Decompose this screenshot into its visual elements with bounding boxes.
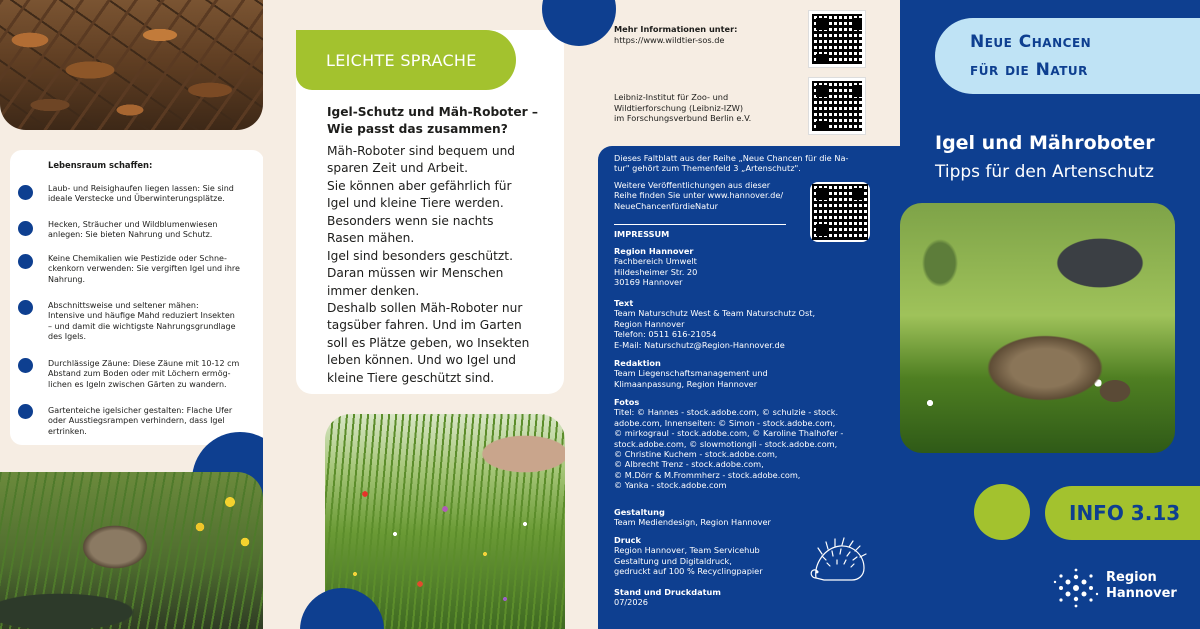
bullet-icon [18, 358, 33, 373]
habitat-list-item: Keine Chemikalien wie Pestizide oder Schne- ckenkorn verwenden: Sie vergiften Igel und ihre Nahrung. [48, 254, 240, 284]
series-title-box [935, 18, 1200, 94]
habitat-list-item: Gartenteiche igelsicher gestalten: Flache Ufer oder Ausstiegsrampen verhindern, dass Igel ertrinken. [48, 406, 233, 436]
cover-title: Igel und Mähroboter [935, 132, 1155, 154]
easy-language-heading: Igel-Schutz und Mäh-Roboter – Wie passt das zusammen? [327, 105, 538, 136]
qr-code-icon[interactable] [809, 78, 865, 134]
more-info: Mehr Informationen unter: https://www.wildtier-sos.de [614, 24, 738, 45]
series-title-line: Neue Chancen [970, 32, 1092, 52]
habitat-list-item: Laub- und Reisighaufen liegen lassen: Sie sind ideale Verstecke und Überwinterungsplätze. [48, 184, 234, 204]
habitat-list-item: Abschnittsweise und seltener mähen: Intensive und häufige Mahd reduziert Insekten – und damit die wichtigste Nahrungsgrundlage des Igels. [48, 301, 236, 342]
series-note: Dieses Faltblatt aus der Reihe „Neue Chancen für die Na- tur" gehört zum Themenfeld 3 „Artenschutz". [614, 153, 849, 174]
qr-code-icon[interactable] [809, 11, 865, 67]
izw-info: Leibniz-Institut für Zoo- und Wildtierforschung (Leibniz-IZW) im Forschungsverbund Berlin e.V. [614, 92, 752, 124]
habitat-list-item: Hecken, Sträucher und Wildblumenwiesen anlegen: Sie bieten Nahrung und Schutz. [48, 220, 218, 240]
more-publications: Weitere Veröffentlichungen aus dieser Reihe finden Sie unter www.hannover.de/ NeueChancenfürdieNatur [614, 180, 784, 211]
easy-language-paragraph: Igel sind besonders geschützt. Daran müssen wir Menschen immer denken. [327, 249, 513, 298]
qr-code-icon[interactable] [812, 184, 868, 240]
publications-link[interactable]: NeueChancenfürdieNatur [614, 200, 718, 211]
habitat-list-item: Durchlässige Zäune: Diese Zäune mit 10-12 cm Abstand zum Boden oder mit Löchern ermög- lichen es Igeln zwischen Gärten zu wandern. [48, 359, 240, 389]
easy-language-paragraph: Deshalb sollen Mäh-Roboter nur tagsüber fahren. Und im Garten soll es Plätze geben, wo Insekten leben können. Und wo Igel und kleine Tiere geschützt sind. [327, 301, 530, 385]
photo-hedgehog-lawnmower [900, 203, 1175, 453]
photo-leaf-pile [0, 0, 263, 130]
easy-language-paragraph: Mäh-Roboter sind bequem und sparen Zeit und Arbeit. Sie können aber gefährlich für Igel und kleine Tiere werden. Besonders wenn sie nachts Rasen mähen. [327, 144, 516, 246]
photo-hedgehog-pond [0, 472, 263, 629]
bullet-icon [18, 300, 33, 315]
design-credits: Gestaltung Team Mediendesign, Region Hannover [614, 507, 771, 528]
print-credits: Druck Region Hannover, Team Servicehub Gestaltung und Digitaldruck, gedruckt auf 100 % Recyclingpapier [614, 535, 763, 577]
hedgehog-sketch-icon [808, 534, 870, 588]
info-number-badge: INFO 3.13 [1045, 486, 1200, 540]
cover-subtitle: Tipps für den Artenschutz [935, 162, 1154, 182]
publisher-address: Region Hannover Fachbereich Umwelt Hildesheimer Str. 20 30169 Hannover [614, 246, 698, 288]
divider [614, 224, 786, 225]
region-hannover-logo-icon [1053, 568, 1099, 608]
text-credits: Text Team Naturschutz West & Team Naturschutz Ost, Region Hannover Telefon: 0511 616-21054 E-Mail: Naturschutz@Region-Hannover.de [614, 298, 816, 350]
region-hannover-logo-text: Region Hannover [1106, 570, 1177, 601]
bullet-icon [18, 185, 33, 200]
editorial-credits: Redaktion Team Liegenschaftsmanagement und Klimaanpassung, Region Hannover [614, 358, 768, 389]
bullet-icon [18, 404, 33, 419]
imprint-heading: IMPRESSUM [614, 229, 670, 239]
print-date: Stand und Druckdatum 07/2026 [614, 587, 721, 608]
series-title-line: für die Natur [970, 60, 1088, 80]
photo-credits: Fotos Titel: © Hannes - stock.adobe.com, © schulzie - stock. adobe.com, Innenseiten: © Simon - stock.adobe.com, © mirkograul - stock.adobe.com, © Karoline Thalhofer - stock.adobe.com, © slowmotiongli - stock.adobe.com, © Christine Kuchem - stock.adobe.com, © Albrecht Trenz - stock.adobe.com, © M.Dörr & M.Frommherz - stock.adobe.com, © Yanka - stock.adobe.com [614, 397, 844, 491]
bullet-icon [18, 254, 33, 269]
habitat-list-title: Lebensraum schaffen: [48, 160, 153, 170]
more-info-link[interactable]: https://www.wildtier-sos.de [614, 34, 725, 45]
bullet-icon [18, 221, 33, 236]
easy-language-badge: LEICHTE SPRACHE [296, 30, 516, 90]
decorative-circle [974, 484, 1030, 540]
